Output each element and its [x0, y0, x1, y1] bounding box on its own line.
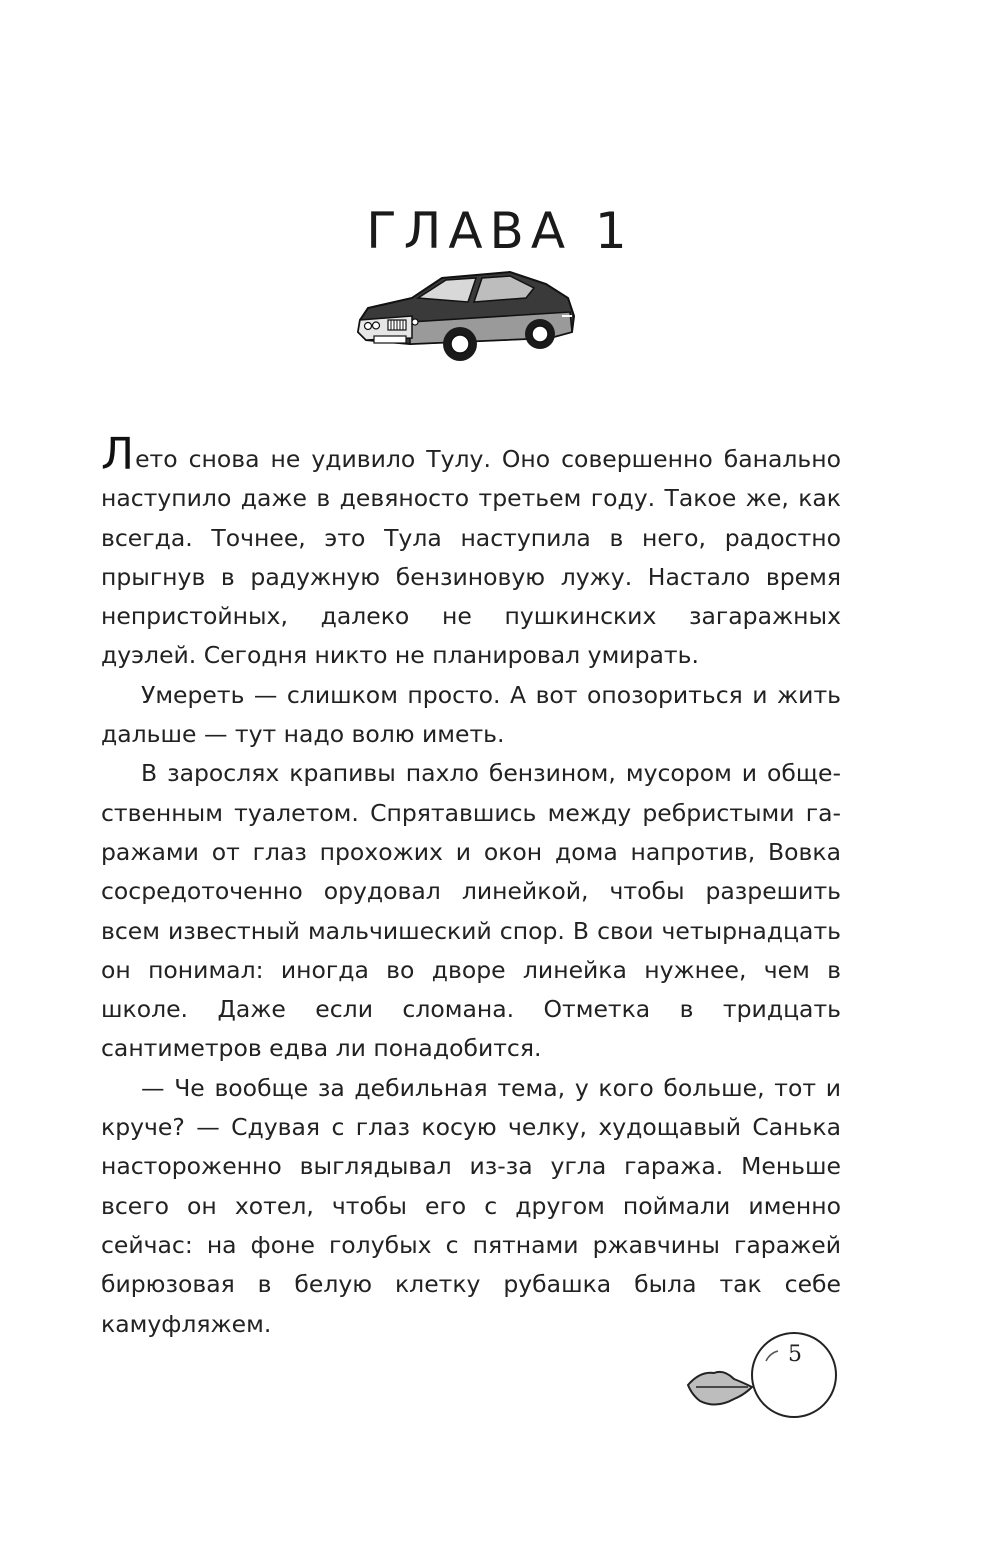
drop-cap: Л	[101, 429, 135, 480]
chapter-title: ГЛАВА 1	[366, 201, 634, 260]
paragraph: В зарослях крапивы пахло бензином, мусором и общественным туалетом. Спрятавшись между ребристыми гаражами от глаз прохожих и окон дома напротив, Вовка сосредоточенно орудовал линейкой, чтобы разрешить всем известный мальчишеский спор. В свои четырнадцать он понимал: иногда во дворе линейка нужнее, чем в школе. Даже если сломана. Отметка в тридцать сантиметров едва ли понадобится.	[101, 759, 841, 1063]
paragraph-text: ето снова не удивило Тулу. Оно совершенно банально наступило даже в девяносто третьем году. Такое же, как всегда. Точнее, это Тула наступила в него, радостно прыгнув в радужную бензиновую лужу. Настало время непристойных, далеко не пушкинских загаражных дуэлей. Сегодня никто не планировал умирать.	[101, 445, 841, 670]
car-headlight	[412, 319, 418, 325]
chapter-text	[101, 429, 841, 1344]
car-headlight	[373, 322, 380, 329]
lips-icon	[688, 1372, 752, 1405]
car-illustration	[350, 258, 580, 368]
car-headlight	[365, 323, 372, 330]
page-number: 5	[788, 1342, 802, 1367]
car-license-plate	[374, 336, 406, 343]
paragraph	[101, 429, 841, 676]
paragraph: Умереть — слишком просто. А вот опозориться и жить дальше — тут надо волю иметь.	[101, 680, 841, 749]
paragraph: — Че вообще за дебильная тема, у кого больше, тот и круче? — Сдувая с глаз косую челку, худощавый Санька настороженно выглядывал из-за угла гаража. Меньше всего он хотел, чтобы его с другом поймали именно сейчас: на фоне голубых с пятнами ржавчины гаражей бирюзовая в белую клетку рубашка была так себе камуфляжем.	[101, 1073, 841, 1338]
